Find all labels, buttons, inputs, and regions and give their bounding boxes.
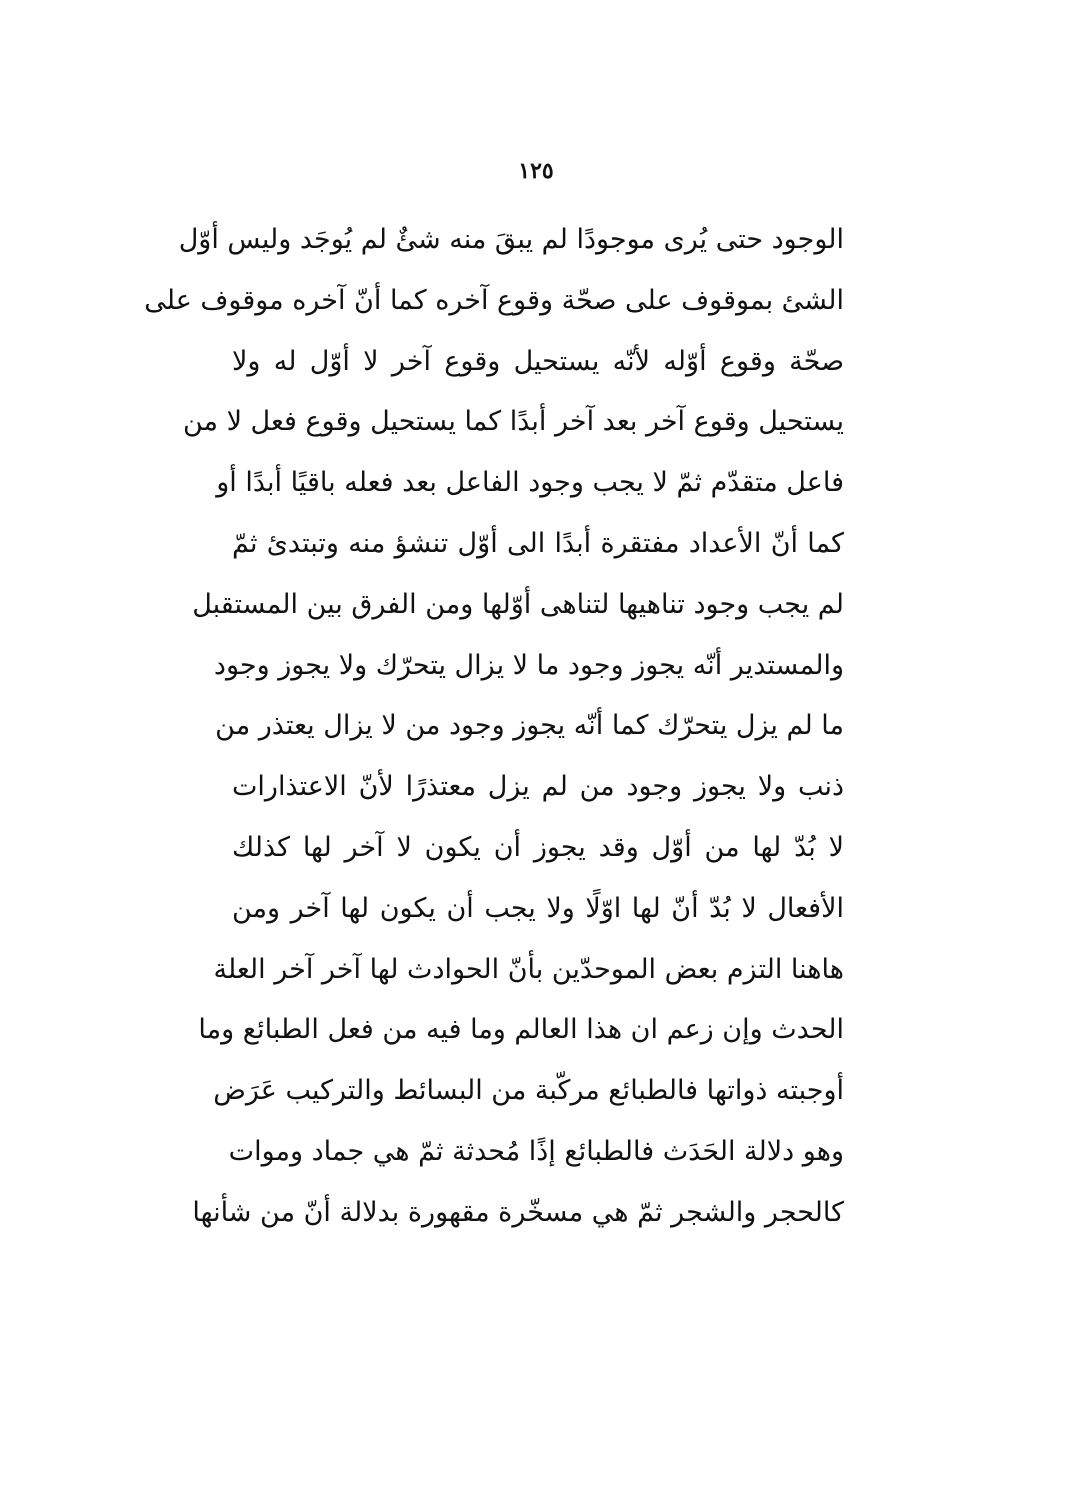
body-text — [144, 210, 844, 1244]
text-line: كالحجر والشجر ثمّ هي مسخّرة مقهورة بدلالة أنّ من شأنها — [192, 1196, 844, 1228]
text-line: الوجود حتى يُرى موجودًا لم يبقَ منه شئٌ لم يُوجَد وليس أوّل — [178, 224, 844, 255]
text-line: صحّة وقوع أوّله لأنّه يستحيل وقوع آخر لا أوّل له ولا — [232, 345, 844, 377]
text-line: هاهنا التزم بعض الموحدّين بأنّ الحوادث لها آخر آخر العلة — [213, 953, 844, 985]
text-line: والمستدير أنّه يجوز وجود ما لا يزال يتحرّك ولا يجوز وجود — [213, 649, 844, 681]
text-line: لم يجب وجود تناهيها لتناهى أوّلها ومن الفرق بين المستقبل — [192, 588, 844, 620]
text-line: لا بُدّ لها من أوّل وقد يجوز أن يكون لا آخر لها كذلك — [232, 831, 844, 863]
text-line: يستحيل وقوع آخر بعد آخر أبدًا كما يستحيل وقوع فعل لا من — [182, 406, 844, 438]
text-line: وهو دلالة الحَدَث فالطبائع إذًا مُحدثة ثمّ هي جماد وموات — [228, 1135, 844, 1167]
text-line: كما أنّ الأعداد مفتقرة أبدًا الى أوّل تنشؤ منه وتبتدئ ثمّ — [232, 527, 844, 559]
text-line: أوجبته ذواتها فالطبائع مركّبة من البسائط والتركيب عَرَض — [213, 1075, 844, 1107]
text-line: الأفعال لا بُدّ أنّ لها اوّلًا ولا يجب أن يكون لها آخر ومن — [232, 892, 844, 924]
text-line: ذنب ولا يجوز وجود من لم يزل معتذرًا لأنّ الاعتذارات — [232, 771, 844, 803]
text-line: الحدث وإن زعم ان هذا العالم وما فيه من فعل الطبائع وما — [198, 1014, 844, 1046]
page-number: ١٢٥ — [518, 158, 554, 184]
text-line: الشئ بموقوف على صحّة وقوع آخره كما أنّ آخره موقوف على — [144, 284, 844, 316]
text-line: ما لم يزل يتحرّك كما أنّه يجوز وجود من لا يزال يعتذر من — [215, 710, 844, 742]
text-line: فاعل متقدّم ثمّ لا يجب وجود الفاعل بعد فعله باقيًا أبدًا أو — [216, 467, 844, 499]
